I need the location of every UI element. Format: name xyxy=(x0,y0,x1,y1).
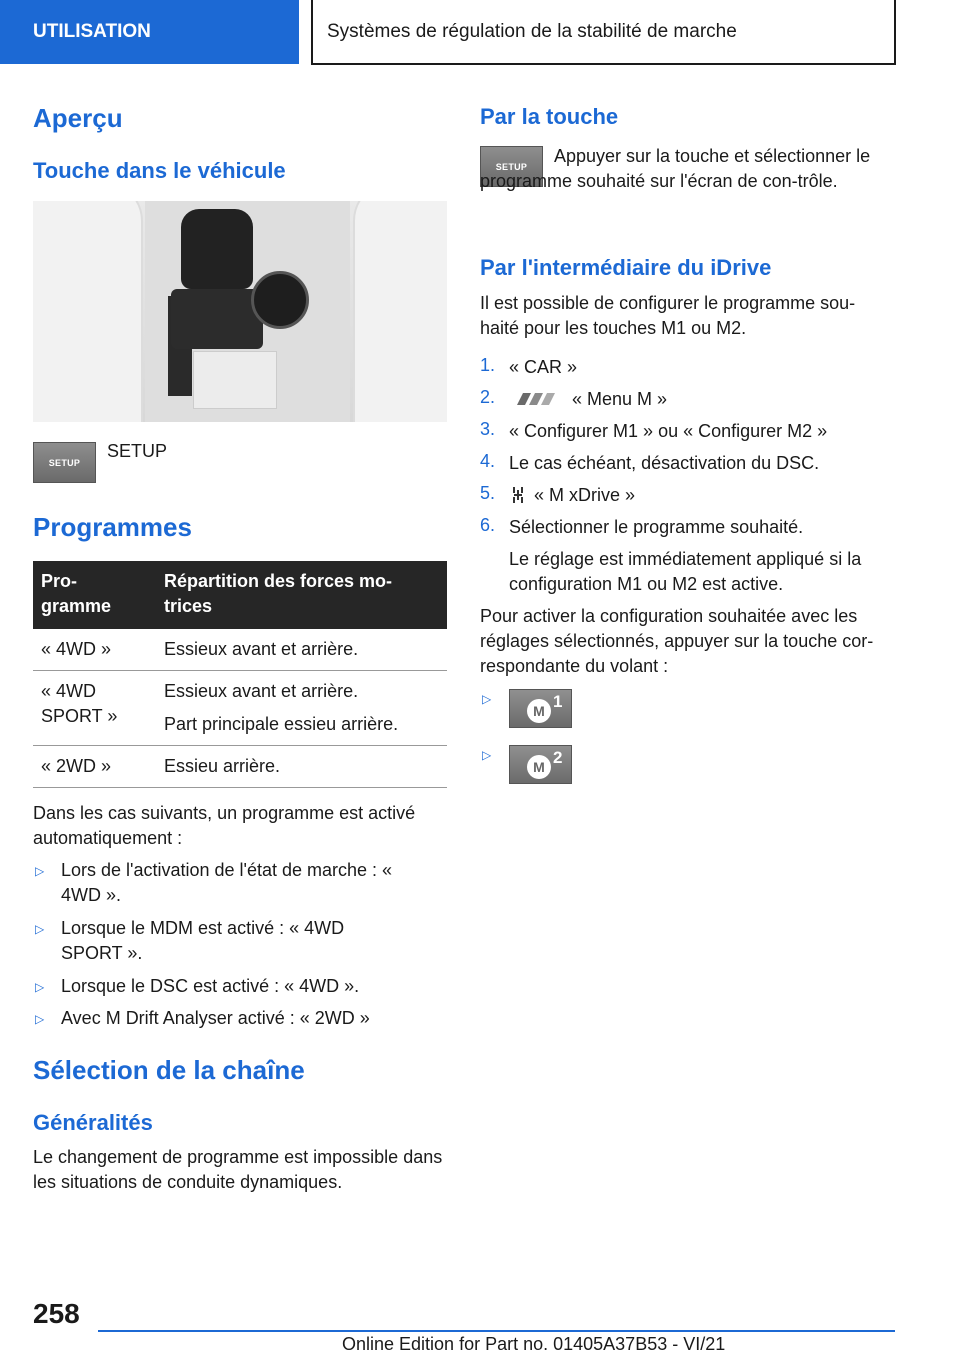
header-chapter: Systèmes de régulation de la stabilité de marche xyxy=(311,0,896,65)
table-cell-desc xyxy=(156,746,447,788)
desc-line: Essieux avant et arrière. xyxy=(164,639,359,659)
setup-key-icon: SETUP xyxy=(33,442,96,483)
step-text: Sélectionner le programme souhaité. xyxy=(509,517,804,537)
triangle-bullet-icon: ▷ xyxy=(482,748,492,762)
desc-line: Essieu arrière. xyxy=(164,756,281,776)
table-row xyxy=(33,746,447,788)
triangle-bullet-icon: ▷ xyxy=(35,864,45,878)
m1-key-icon: M 1 xyxy=(509,689,572,728)
m2-key-icon: M 2 xyxy=(509,745,572,784)
general-title: Généralités xyxy=(33,1110,153,1135)
table-header-program: Pro- gramme xyxy=(33,561,156,629)
list-item: Avec M Drift Analyser activé : « 2WD » xyxy=(61,1008,370,1028)
section-title-apercu: Aperçu xyxy=(33,103,123,133)
list-item: Lorsque le MDM est activé : « 4WD SPORT ». xyxy=(61,918,345,963)
key-title: Par la touche xyxy=(480,104,619,129)
table-header-distribution: Répartition des forces mo- trices xyxy=(156,561,447,629)
idrive-intro: Il est possible de configurer le programme sou-haité pour les touches M1 ou M2. xyxy=(480,293,856,338)
step-text: « Menu M » xyxy=(572,389,668,409)
step-text: Le cas échéant, désactivation du DSC. xyxy=(509,453,820,473)
triangle-bullet-icon: ▷ xyxy=(35,1012,45,1026)
step-number: 5. xyxy=(480,483,496,503)
chain-title: Sélection de la chaîne xyxy=(33,1055,305,1085)
step-number: 4. xyxy=(480,451,496,471)
key-text: Appuyer sur la touche et sélectionner le programme souhaité sur l'écran de con-trôle. xyxy=(480,146,871,191)
table-cell-desc xyxy=(156,629,447,671)
table-cell-desc xyxy=(156,671,447,746)
step-number: 1. xyxy=(480,355,496,375)
table-row xyxy=(33,671,447,746)
table-row xyxy=(33,629,447,671)
setup-key-icon: SETUP xyxy=(480,146,543,187)
step-text: « Configurer M1 » ou « Configurer M2 » xyxy=(509,421,828,441)
step-number: 6. xyxy=(480,515,496,535)
auto-intro: Dans les cas suivants, un programme est activé automatiquement : xyxy=(33,803,416,848)
desc-line: Essieux avant et arrière. xyxy=(164,681,359,701)
footer-divider xyxy=(98,1330,895,1332)
list-item: Lorsque le DSC est activé : « 4WD ». xyxy=(61,976,360,996)
table-cell-program: « 4WD SPORT » xyxy=(33,671,156,746)
subtitle-vehicle-key: Touche dans le véhicule xyxy=(33,158,286,183)
m-menu-icon xyxy=(509,391,563,407)
programs-table xyxy=(33,561,447,788)
desc-line: Part principale essieu arrière. xyxy=(164,714,399,734)
list-item: Lors de l'activation de l'état de marche : « 4WD ». xyxy=(61,860,393,905)
setup-caption: SETUP xyxy=(107,441,168,461)
step-text: « CAR » xyxy=(509,357,578,377)
xdrive-icon xyxy=(510,485,526,505)
footer-edition: Online Edition for Part no. 01405A37B53 - VI/21 xyxy=(342,1334,726,1354)
programs-title: Programmes xyxy=(33,512,192,542)
step-number: 2. xyxy=(480,387,496,407)
step-number: 3. xyxy=(480,419,496,439)
triangle-bullet-icon: ▷ xyxy=(35,922,45,936)
idrive-title: Par l'intermédiaire du iDrive xyxy=(480,255,772,280)
step-note: Le réglage est immédiatement appliqué si la configuration M1 ou M2 est active. xyxy=(509,549,862,594)
step-text: « M xDrive » xyxy=(534,485,636,505)
page-number: 258 xyxy=(33,1298,80,1329)
console-photo xyxy=(33,201,447,422)
table-cell-program: « 4WD » xyxy=(33,629,156,671)
activate-text: Pour activer la configuration souhaitée avec les réglages sélectionnés, appuyer sur la touche cor-respondante du volant : xyxy=(480,606,874,676)
table-cell-program: « 2WD » xyxy=(33,746,156,788)
triangle-bullet-icon: ▷ xyxy=(35,980,45,994)
header-section: UTILISATION xyxy=(0,0,299,64)
general-text: Le changement de programme est impossible dans les situations de conduite dynamiques. xyxy=(33,1147,443,1192)
triangle-bullet-icon: ▷ xyxy=(482,692,492,706)
